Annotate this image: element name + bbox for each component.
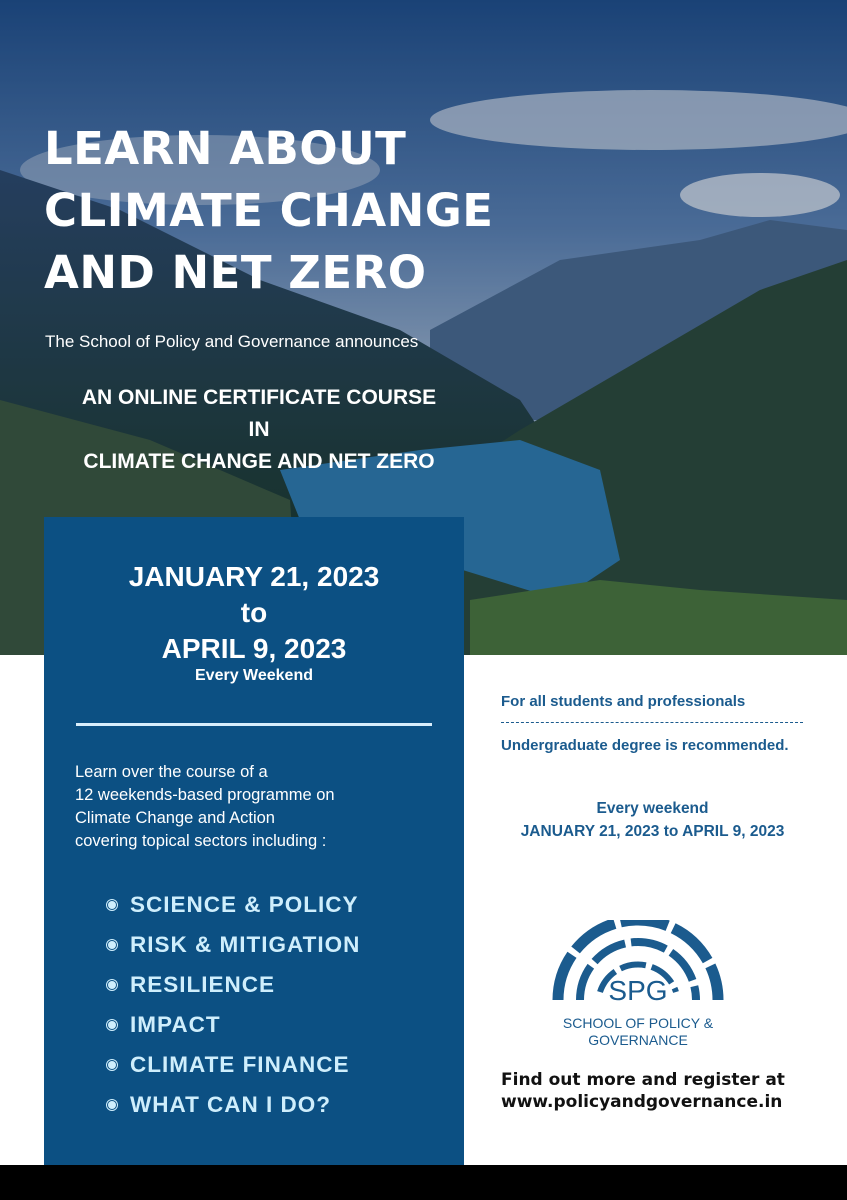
course-title-line: AN ONLINE CERTIFICATE COURSE	[81, 386, 437, 409]
headline-line: CLIMATE CHANGE	[44, 184, 494, 237]
cta-text: Find out more and register at	[501, 1070, 785, 1090]
course-title-line: CLIMATE CHANGE AND NET ZERO	[83, 450, 435, 473]
headline	[44, 118, 494, 304]
course-intro	[75, 761, 335, 853]
call-to-action	[501, 1069, 785, 1113]
intro-line: Climate Change and Action	[75, 809, 275, 827]
intro-line: covering topical sectors including :	[75, 832, 327, 850]
topic-label: RESILIENCE	[130, 972, 276, 997]
website-link[interactable]: www.policyandgovernance.in	[501, 1092, 783, 1112]
topic-label: IMPACT	[130, 1012, 221, 1037]
schedule-frequency: Every weekend	[596, 800, 709, 817]
spg-logo	[552, 920, 724, 1049]
course-title-line: IN	[248, 418, 270, 441]
headline-line: AND NET ZERO	[44, 246, 427, 299]
schedule-range: JANUARY 21, 2023 to APRIL 9, 2023	[520, 823, 785, 840]
course-details-panel	[44, 517, 464, 1165]
bottom-bar	[0, 1165, 847, 1200]
spg-arcs-icon	[552, 920, 724, 1002]
audience: For all students and professionals	[501, 693, 746, 710]
topic-item	[106, 925, 360, 965]
announcement: The School of Policy and Governance announces	[45, 332, 419, 351]
topic-label: WHAT CAN I DO?	[130, 1092, 332, 1117]
course-title	[44, 382, 474, 478]
course-dates	[44, 559, 464, 667]
requirement: Undergraduate degree is recommended.	[501, 737, 789, 754]
headline-line: LEARN ABOUT	[44, 122, 407, 175]
bullet-icon	[106, 939, 118, 951]
schedule	[480, 797, 825, 843]
topic-label: SCIENCE & POLICY	[130, 892, 359, 917]
start-date: JANUARY 21, 2023	[128, 561, 380, 592]
bullet-icon	[106, 979, 118, 991]
topic-label: CLIMATE FINANCE	[130, 1052, 350, 1077]
logo-name	[552, 1015, 724, 1049]
topic-item	[106, 1045, 360, 1085]
frequency: Every Weekend	[195, 667, 313, 684]
intro-line: 12 weekends-based programme on	[75, 786, 335, 804]
topic-list	[106, 885, 360, 1125]
topic-item	[106, 1005, 360, 1045]
end-date: APRIL 9, 2023	[161, 633, 347, 664]
bullet-icon	[106, 899, 118, 911]
date-separator: to	[240, 597, 268, 628]
logo-name-line: SCHOOL OF POLICY &	[562, 1015, 714, 1031]
bullet-icon	[106, 1059, 118, 1071]
topic-item	[106, 885, 360, 925]
logo-name-line: GOVERNANCE	[588, 1032, 688, 1048]
divider	[76, 723, 432, 726]
dashed-divider	[501, 722, 803, 723]
bullet-icon	[106, 1099, 118, 1111]
logo-abbr: SPG	[608, 975, 668, 1002]
intro-line: Learn over the course of a	[75, 763, 268, 781]
topic-item	[106, 1085, 360, 1125]
topic-item	[106, 965, 360, 1005]
topic-label: RISK & MITIGATION	[130, 932, 361, 957]
bullet-icon	[106, 1019, 118, 1031]
